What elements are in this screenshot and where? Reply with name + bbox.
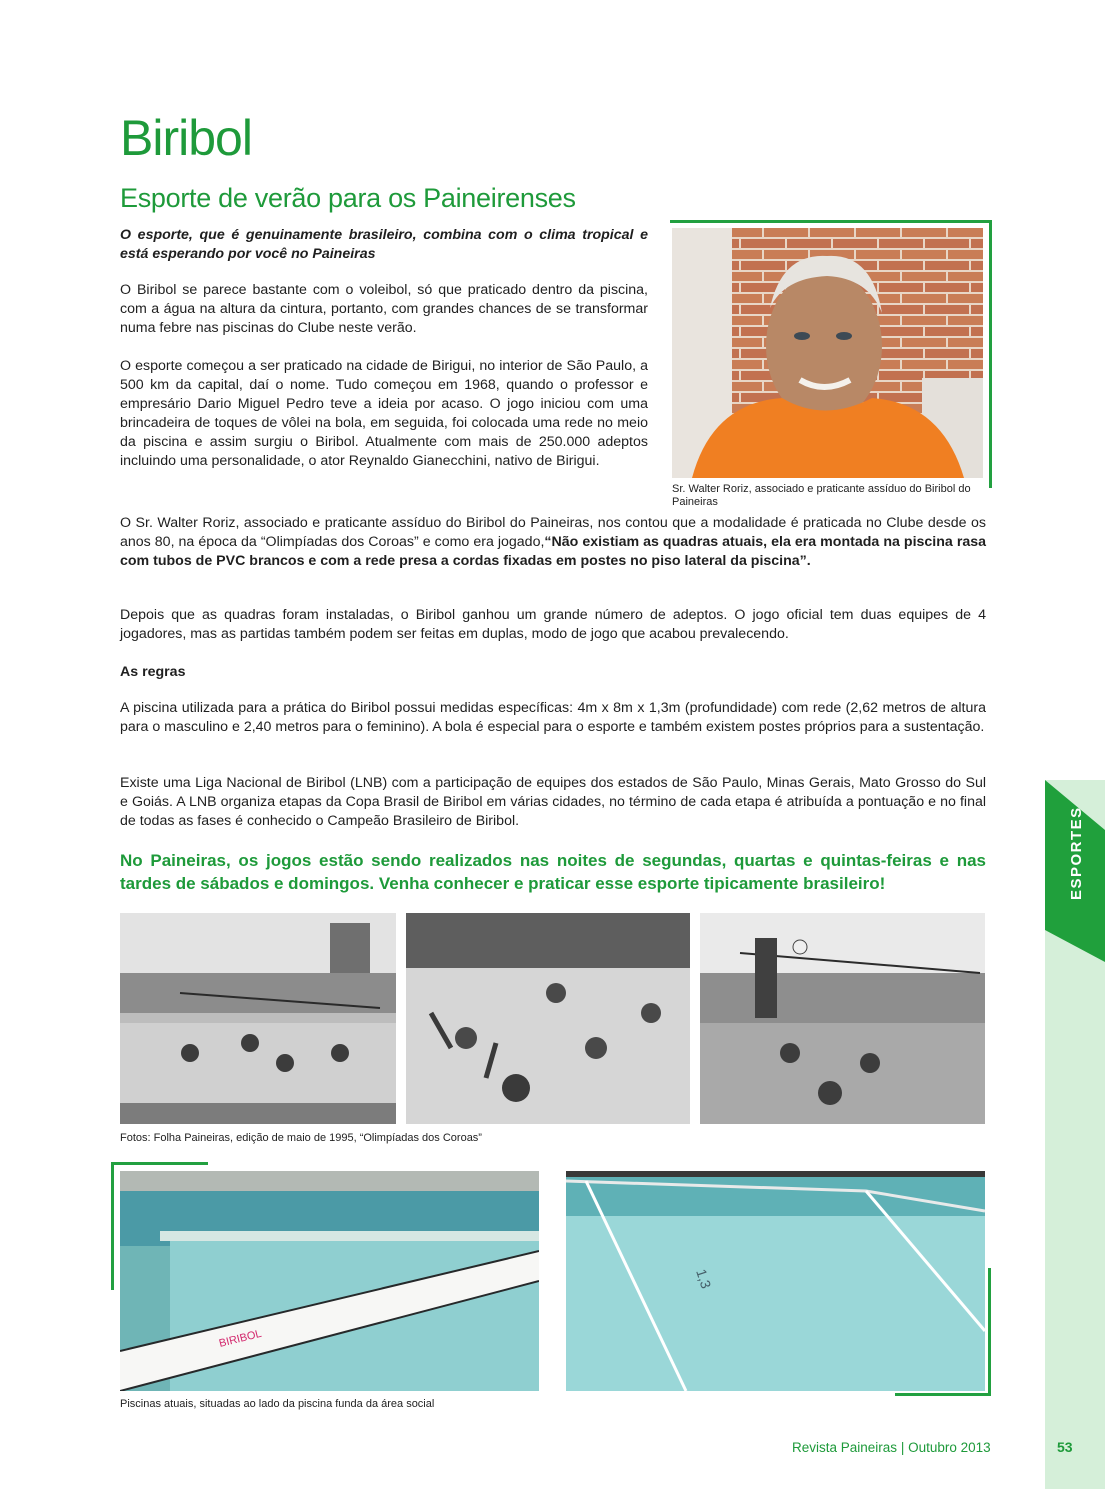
testimony-quote: “Não existiam as quadras atuais, ela era montada na piscina rasa com tubos de PVC brancos e com a rede presa a cordas fixadas em postes no piso lateral da piscina”. [120,534,987,569]
archive-photo-2 [406,913,690,1124]
article-lead: O esporte, que é genuinamente brasileiro, combina com o clima tropical e está esperando por você no Paineiras [120,227,648,262]
issue-date: Outubro 2013 [908,1440,991,1455]
article-subtitle: Esporte de verão para os Paineirenses [120,183,576,213]
magazine-name: Revista Paineiras [792,1440,898,1455]
paragraph-testimony [120,514,986,571]
paragraph-history: O esporte começou a ser praticado na cidade de Birigui, no interior de São Paulo, a 500 km da capital, daí o nome. Tudo começou em 1968, quando o professor e empresário Dario Miguel Pedro teve a ideia por acaso. O jogo iniciou com uma brincadeira de toques de vôlei na bola, em seguida, foi colocada uma rede no meio da piscina e assim surgiu o Biribol. Atualmente com mais de 250.000 adeptos incluindo uma personalidade, o ator Reynaldo Gianecchini, nativo de Birigui. [120,358,648,469]
paragraph-rules: A piscina utilizada para a prática do Biribol possui medidas específicas: 4m x 8m x 1,3m (profundidade) com rede (2,62 metros de altura para o masculino e 2,40 metros para o feminino). A bola é especial para o esporte e também existem postes próprios para a sustentação. [120,700,986,735]
archive-photo-3 [700,913,985,1124]
archive-photo-1 [120,913,396,1124]
pool-frame-top [111,1162,208,1165]
net-brand-text: BIRIBOL [217,1327,263,1350]
archive-caption: Fotos: Folha Paineiras, edição de maio de 1995, “Olimpíadas dos Coroas” [120,1132,482,1144]
paragraph-adepts: Depois que as quadras foram instaladas, o Biribol ganhou um grande número de adeptos. O jogo oficial tem duas equipes de 4 jogadores, mas as partidas também podem ser feitas em duplas, modo de jogo que acabou prevalecendo. [120,607,986,642]
portrait-caption: Sr. Walter Roriz, associado e praticante assíduo do Biribol do Paineiras [672,483,971,508]
pool-photo-1 [120,1171,539,1391]
paragraph-league: Existe uma Liga Nacional de Biribol (LNB) com a participação de equipes dos estados de São Paulo, Minas Gerais, Mato Grosso do Sul e Goiás. A LNB organiza etapas da Copa Brasil de Biribol em várias cidades, no término de cada etapa é atribuída a pontuação e no final de todas as fases é conhecido o Campeão Brasileiro de Biribol. [120,775,986,829]
pools-caption: Piscinas atuais, situadas ao lado da piscina funda da área social [120,1398,435,1410]
rules-heading: As regras [120,664,186,680]
pool-depth-marker: 1,3 [693,1266,715,1291]
page-number: 53 [1057,1439,1073,1455]
pool-frame-left [111,1162,114,1290]
highlight-callout: No Paineiras, os jogos estão sendo realizados nas noites de segundas, quartas e quintas-feiras e nas tardes de sábados e domingos. Venha conhecer e praticar esse esporte tipicamente brasileiro! [120,851,986,893]
photo-frame-top [670,220,992,223]
article-title: Biribol [120,110,252,166]
section-tab [1045,780,1105,962]
testimony-text: O Sr. Walter Roriz, associado e praticante assíduo do Biribol do Paineiras, nos contou que a modalidade é praticada no Clube desde os anos 80, na época da “Olimpíadas dos Coroas” e como era jogado, [120,515,986,550]
photo-frame-right [989,220,992,488]
section-tab-label: ESPORTES [1068,806,1085,900]
paragraph-intro: O Biribol se parece bastante com o voleibol, só que praticado dentro da piscina, com a água na altura da cintura, portanto, com grandes chances de se transformar numa febre nas piscinas do Clube neste verão. [120,282,648,336]
pool-photo-2 [566,1171,985,1391]
pool-frame-bottom [895,1393,991,1396]
pool-frame-right [988,1268,991,1396]
portrait-photo [672,228,983,478]
page-footer [792,1440,991,1455]
footer-separator: | [900,1440,905,1455]
